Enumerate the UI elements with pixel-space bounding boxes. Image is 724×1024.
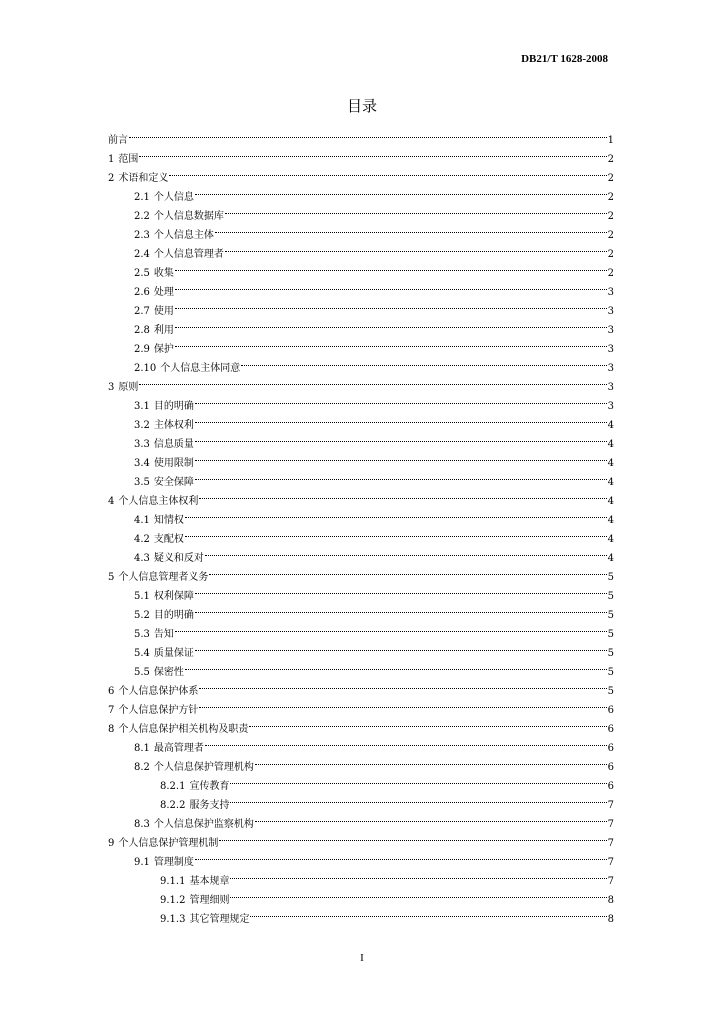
toc-leader-dots [219, 827, 606, 846]
toc-entry-label: 其它管理规定 [189, 914, 250, 925]
toc-entry-label: 个人信息保护管理机构 [153, 762, 254, 773]
toc-entry[interactable] [108, 352, 614, 374]
toc-leader-dots [195, 181, 607, 200]
toc-entry-page: 4 [607, 458, 614, 469]
toc-title: 目录 [346, 97, 377, 115]
toc-entry[interactable] [108, 257, 614, 279]
toc-leader-dots [195, 580, 607, 599]
table-of-contents [108, 124, 614, 925]
toc-entry-page: 6 [607, 705, 614, 716]
toc-entry-number: 5.3 [134, 629, 150, 640]
toc-entry[interactable] [108, 162, 614, 184]
toc-entry[interactable] [108, 618, 614, 640]
toc-entry-number: 2.9 [134, 344, 150, 355]
toc-leader-dots [250, 903, 606, 922]
toc-entry-page: 3 [607, 306, 614, 317]
toc-entry-page: 1 [607, 135, 614, 146]
toc-entry-label: 质量保证 [153, 648, 194, 659]
toc-entry-page: 6 [607, 743, 614, 754]
toc-entry-page: 5 [607, 686, 614, 697]
toc-entry-label: 使用 [153, 306, 174, 317]
toc-entry-page: 7 [607, 876, 614, 887]
toc-entry-page: 7 [607, 800, 614, 811]
toc-entry-page: 2 [607, 230, 614, 241]
toc-entry-label: 保护 [153, 344, 174, 355]
toc-entry-number: 5 [108, 572, 115, 583]
toc-entry-page: 2 [607, 192, 614, 203]
toc-entry-label: 宣传教育 [189, 781, 230, 792]
toc-leader-dots [175, 333, 607, 352]
toc-entry-page: 4 [607, 420, 614, 431]
toc-leader-dots [185, 656, 607, 675]
toc-entry-number: 3 [108, 382, 115, 393]
toc-entry-label: 个人信息保护体系 [118, 686, 199, 697]
toc-entry-page: 3 [607, 401, 614, 412]
toc-entry-number: 5.1 [134, 591, 150, 602]
toc-leader-dots [241, 352, 606, 371]
toc-leader-dots [230, 865, 606, 884]
toc-entry-number: 2.10 [134, 363, 157, 374]
toc-entry-page: 5 [607, 629, 614, 640]
toc-entry-label: 处理 [153, 287, 174, 298]
toc-entry-page: 2 [607, 173, 614, 184]
toc-entry-number: 3.5 [134, 477, 150, 488]
toc-entry-label: 服务支持 [189, 800, 230, 811]
toc-entry-number: 5.4 [134, 648, 150, 659]
toc-entry[interactable] [108, 295, 614, 317]
toc-entry-page: 4 [607, 477, 614, 488]
toc-entry-page: 5 [607, 610, 614, 621]
toc-entry-number: 2.5 [134, 268, 150, 279]
toc-entry-label: 个人信息管理者义务 [118, 572, 209, 583]
toc-entry-page: 5 [607, 572, 614, 583]
toc-entry-number: 3.3 [134, 439, 150, 450]
toc-entry-label: 权利保障 [153, 591, 194, 602]
toc-entry-number: 4.1 [134, 515, 150, 526]
toc-leader-dots [215, 219, 607, 238]
toc-entry-label: 个人信息保护相关机构及职责 [118, 724, 249, 735]
toc-entry-number: 7 [108, 705, 115, 716]
toc-entry-number: 6 [108, 686, 115, 697]
toc-entry-label: 信息质量 [153, 439, 194, 450]
toc-leader-dots [175, 618, 607, 637]
toc-entry-number: 8 [108, 724, 115, 735]
toc-entry-page: 2 [607, 211, 614, 222]
toc-entry[interactable] [108, 333, 614, 355]
toc-entry-label: 个人信息主体 [153, 230, 214, 241]
toc-entry-page: 2 [607, 154, 614, 165]
toc-entry-label: 主体权利 [153, 420, 194, 431]
toc-entry-number: 8.3 [134, 819, 150, 830]
toc-leader-dots [199, 675, 606, 694]
toc-entry-number: 2.4 [134, 249, 150, 260]
toc-leader-dots [199, 485, 606, 504]
toc-leader-dots [249, 713, 606, 732]
toc-leader-dots [230, 789, 606, 808]
toc-leader-dots [205, 732, 607, 751]
toc-entry-label: 利用 [153, 325, 174, 336]
toc-entry-number: 9.1 [134, 857, 150, 868]
toc-entry-number: 8.1 [134, 743, 150, 754]
toc-entry[interactable] [108, 314, 614, 336]
toc-entry-number: 9.1.1 [160, 876, 186, 887]
toc-entry-label: 疑义和反对 [153, 553, 204, 564]
toc-entry-label: 前言 [108, 135, 128, 146]
toc-leader-dots [230, 770, 606, 789]
toc-entry[interactable] [108, 124, 614, 146]
toc-entry-label: 术语和定义 [118, 173, 169, 184]
toc-entry-number: 2.6 [134, 287, 150, 298]
toc-entry-number: 9 [108, 838, 115, 849]
toc-leader-dots [139, 143, 606, 162]
page-number: I [360, 952, 364, 964]
toc-entry-number: 9.1.2 [160, 895, 186, 906]
toc-leader-dots [195, 447, 607, 466]
toc-entry-number: 3.2 [134, 420, 150, 431]
toc-leader-dots [175, 314, 607, 333]
toc-leader-dots [185, 504, 607, 523]
toc-entry-label: 收集 [153, 268, 174, 279]
toc-entry-label: 知情权 [153, 515, 184, 526]
toc-leader-dots [205, 542, 607, 561]
toc-leader-dots [255, 808, 607, 827]
toc-entry-page: 3 [607, 363, 614, 374]
toc-entry-label: 保密性 [153, 667, 184, 678]
toc-leader-dots [195, 599, 607, 618]
toc-entry-number: 3.4 [134, 458, 150, 469]
toc-entry-page: 8 [607, 895, 614, 906]
toc-entry[interactable] [108, 276, 614, 298]
toc-entry-number: 9.1.3 [160, 914, 186, 925]
toc-entry[interactable] [108, 371, 614, 393]
toc-entry-label: 个人信息保护管理机制 [118, 838, 219, 849]
toc-entry-number: 1 [108, 154, 115, 165]
toc-entry-label: 个人信息保护方针 [118, 705, 199, 716]
toc-entry-number: 8.2 [134, 762, 150, 773]
toc-leader-dots [225, 200, 607, 219]
toc-entry-page: 3 [607, 382, 614, 393]
toc-leader-dots [175, 295, 607, 314]
toc-leader-dots [225, 238, 607, 257]
toc-entry-label: 支配权 [153, 534, 184, 545]
toc-entry-page: 4 [607, 553, 614, 564]
toc-entry-number: 2 [108, 173, 115, 184]
toc-entry-page: 6 [607, 781, 614, 792]
toc-entry-number: 2.3 [134, 230, 150, 241]
toc-entry-label: 最高管理者 [153, 743, 204, 754]
toc-leader-dots [195, 409, 607, 428]
toc-entry-page: 4 [607, 439, 614, 450]
toc-entry-label: 个人信息管理者 [153, 249, 224, 260]
toc-entry-page: 3 [607, 344, 614, 355]
toc-entry-number: 8.2.2 [160, 800, 186, 811]
toc-leader-dots [175, 276, 607, 295]
toc-entry-number: 2.1 [134, 192, 150, 203]
toc-entry-number: 4 [108, 496, 115, 507]
toc-leader-dots [185, 523, 607, 542]
toc-entry[interactable] [108, 181, 614, 203]
toc-entry-page: 3 [607, 325, 614, 336]
toc-entry[interactable] [108, 390, 614, 412]
toc-leader-dots [139, 371, 606, 390]
toc-leader-dots [230, 884, 606, 903]
toc-entry-label: 原则 [118, 382, 139, 393]
toc-entry-label: 基本规章 [189, 876, 230, 887]
toc-leader-dots [129, 124, 607, 143]
toc-leader-dots [195, 466, 607, 485]
toc-entry-number: 2.8 [134, 325, 150, 336]
toc-entry-page: 7 [607, 819, 614, 830]
toc-entry-label: 安全保障 [153, 477, 194, 488]
toc-entry-page: 6 [607, 762, 614, 773]
toc-entry-label: 个人信息数据库 [153, 211, 224, 222]
toc-entry-label: 个人信息主体权利 [118, 496, 199, 507]
toc-entry-label: 个人信息主体同意 [160, 363, 241, 374]
toc-entry-label: 告知 [153, 629, 174, 640]
toc-entry-number: 5.5 [134, 667, 150, 678]
toc-leader-dots [255, 751, 607, 770]
toc-entry-page: 7 [607, 857, 614, 868]
toc-leader-dots [195, 637, 607, 656]
toc-entry-label: 管理制度 [153, 857, 194, 868]
toc-entry-label: 目的明确 [153, 610, 194, 621]
toc-entry-page: 8 [607, 914, 614, 925]
toc-leader-dots [209, 561, 606, 580]
toc-entry-label: 管理细则 [189, 895, 230, 906]
toc-entry-label: 个人信息保护监察机构 [153, 819, 254, 830]
toc-entry-label: 个人信息 [153, 192, 194, 203]
toc-entry-number: 2.2 [134, 211, 150, 222]
toc-leader-dots [195, 390, 607, 409]
toc-entry-number: 2.7 [134, 306, 150, 317]
toc-entry-page: 5 [607, 667, 614, 678]
toc-entry-number: 5.2 [134, 610, 150, 621]
toc-entry-number: 4.3 [134, 553, 150, 564]
document-code: DB21/T 1628-2008 [521, 53, 608, 65]
toc-entry-page: 4 [607, 515, 614, 526]
toc-leader-dots [175, 257, 607, 276]
toc-leader-dots [195, 428, 607, 447]
toc-entry-label: 使用限制 [153, 458, 194, 469]
toc-entry-label: 目的明确 [153, 401, 194, 412]
toc-leader-dots [169, 162, 606, 181]
toc-leader-dots [195, 846, 607, 865]
toc-entry-number: 8.2.1 [160, 781, 186, 792]
toc-entry[interactable] [108, 143, 614, 165]
toc-entry-page: 4 [607, 496, 614, 507]
toc-entry-page: 6 [607, 724, 614, 735]
toc-leader-dots [199, 694, 606, 713]
toc-entry-label: 范围 [118, 154, 139, 165]
toc-entry-page: 3 [607, 287, 614, 298]
toc-entry-page: 2 [607, 249, 614, 260]
toc-entry-page: 4 [607, 534, 614, 545]
toc-entry-page: 5 [607, 648, 614, 659]
toc-entry-number: 4.2 [134, 534, 150, 545]
toc-entry-page: 7 [607, 838, 614, 849]
toc-entry-page: 2 [607, 268, 614, 279]
toc-entry[interactable] [108, 637, 614, 659]
toc-entry-number: 3.1 [134, 401, 150, 412]
toc-entry-page: 5 [607, 591, 614, 602]
